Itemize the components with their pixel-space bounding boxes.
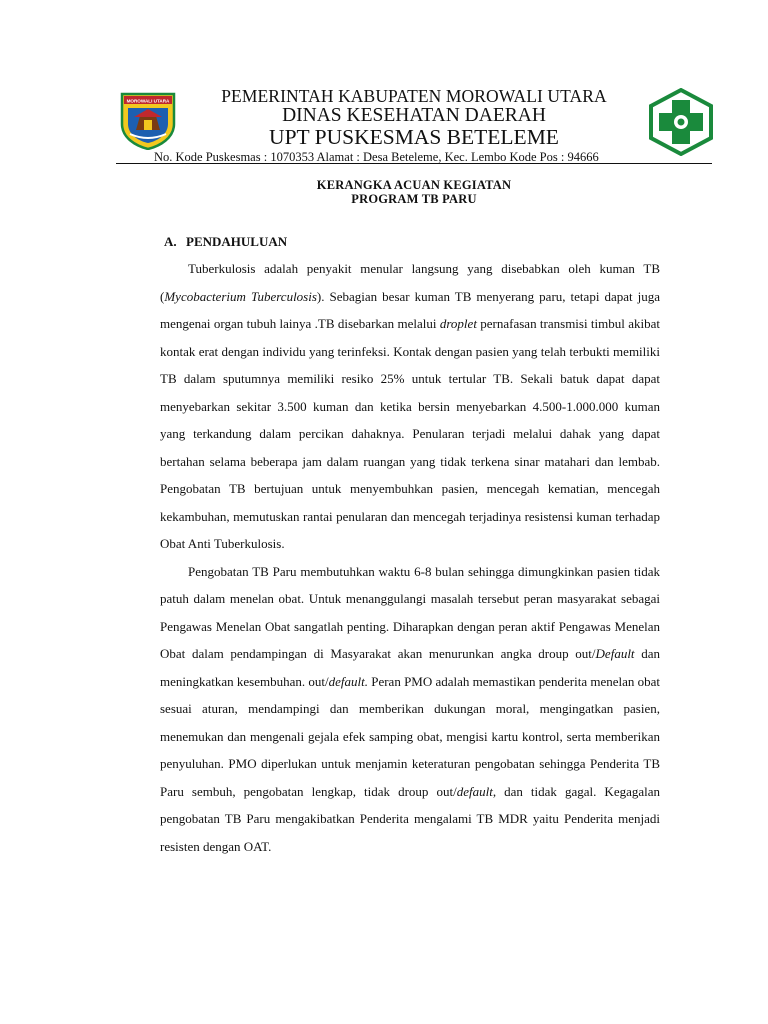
p2-italic-default-2: default. <box>328 673 368 689</box>
paragraph-1 <box>160 255 660 558</box>
paragraph-2 <box>160 558 660 861</box>
p2-text-4: , dan tidak gagal. Kegagalan pengobatan TB Paru mengakibatkan Penderita mengalami TB MDR yaitu Penderita menjadi resisten dengan OAT. <box>160 783 661 854</box>
letterhead-divider <box>116 163 712 164</box>
p2-italic-default-1: Default <box>595 646 635 661</box>
emblem-label: MOROWALI UTARA <box>126 98 170 104</box>
letterhead <box>116 84 712 164</box>
p2-text-1: Pengobatan TB Paru membutuhkan waktu 6-8 bulan sehingga dimungkinkan pasien tidak patuh dalam menelan obat. Untuk menanggulangi masalah tersebut peran masyarakat sebagai Pengawas Menelan Obat sangatlah penting. Diharapkan dengan peran aktif Pengawas Menelan Obat dalam pendampingan di Masyarakat akan menurunkan angka droup out/ <box>160 563 660 661</box>
document-subtitle: PROGRAM TB PARU <box>351 192 477 206</box>
puskesmas-logo-icon <box>648 88 714 156</box>
p1-text-1: Tuberkulosis adalah penyakit menular langsung yang disebabkan oleh kuman TB ( <box>160 261 660 304</box>
p1-text-2: ). Sebagian besar kuman TB menyerang paru, tetapi dapat juga mengenai organ tubuh lainya .TB disebarkan melalui <box>160 288 660 331</box>
p1-italic-droplet: droplet <box>439 316 477 331</box>
p2-text-2: dan meningkatkan kesembuhan. out/ <box>160 646 660 689</box>
section-letter: A. <box>164 234 177 249</box>
p2-italic-default-3: default <box>456 783 493 799</box>
letterhead-government: PEMERINTAH KABUPATEN MOROWALI UTARA <box>221 86 607 106</box>
body-text <box>160 255 660 860</box>
letterhead-clinic-name: UPT PUSKESMAS BETELEME <box>269 125 559 149</box>
document-title: KERANGKA ACUAN KEGIATAN <box>316 178 512 192</box>
p1-text-3: pernafasan transmisi timbul akibat kontak erat dengan individu yang terinfeksi. Kontak dengan pasien yang telah terbukti memiliki TB dalam sputumnya memiliki resiko 25% untuk tertular TB. Sekali batuk dapat dapat menyebarkan sekitar 3.500 kuman dan ketika bersin menyebarkan 4.500-1.000.000 kuman yang terkandung dalam percikan dahaknya. Penularan terjadi melalui dahak yang dapat bertahan selama beberapa jam dalam ruangan yang tidak terkena sinar matahari dan lembab. Pengobatan TB bertujuan untuk menyembuhkan pasien, mencegah kematian, mencegah kekambuhan, memutuskan rantai penularan dan mencegah terjadinya resistensi kuman terhadap Obat Anti Tuberkulosis. <box>160 316 660 551</box>
p1-italic-species: Mycobacterium Tuberculosis <box>164 288 317 304</box>
section-heading <box>164 234 287 250</box>
section-title: PENDAHULUAN <box>186 234 288 249</box>
letterhead-address: No. Kode Puskesmas : 1070353 Alamat : Desa Beteleme, Kec. Lembo Kode Pos : 94666 <box>154 150 599 164</box>
letterhead-department: DINAS KESEHATAN DAERAH <box>282 105 546 126</box>
p2-text-3: Peran PMO adalah memastikan penderita menelan obat sesuai aturan, mendampingi dan memberikan dukungan moral, mengingatkan pasien, menemukan dan mengenali gejala efek samping obat, mengisi kartu kontrol, serta memberikan penyuluhan. PMO diperlukan untuk menjamin keteraturan pengobatan sehingga Penderita TB Paru sembuh, pengobatan lengkap, tidak droup out/ <box>160 673 661 799</box>
